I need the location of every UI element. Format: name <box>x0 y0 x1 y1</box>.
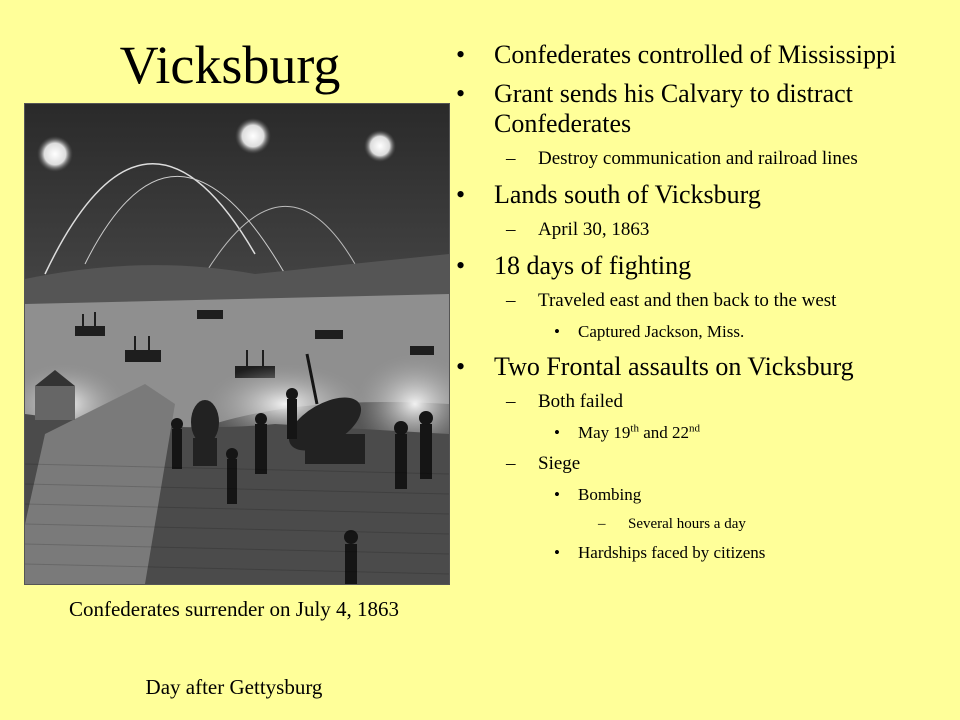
bullet-marker: • <box>456 352 466 381</box>
bullet-list <box>452 40 952 573</box>
dash-marker: – <box>506 290 516 311</box>
bullet-item <box>452 40 952 70</box>
bullet-marker: • <box>554 485 560 504</box>
bullet-marker: • <box>554 543 560 562</box>
ordinal-suffix: nd <box>689 422 701 435</box>
bullet-marker: • <box>456 180 466 209</box>
bullet-text: Grant sends his Calvary to distract Confederates <box>494 79 853 138</box>
sub-sub-bullet-item <box>452 423 952 443</box>
sub-sub-bullet-text: Hardships faced by citizens <box>578 543 766 562</box>
sub-bullet-text: Both failed <box>538 391 623 412</box>
dash-marker: – <box>506 219 516 240</box>
sub-sub-bullet-item <box>452 322 952 342</box>
date-part: May 19 <box>578 423 631 442</box>
sub-bullet-text: April 30, 1863 <box>538 219 650 240</box>
bullet-marker: • <box>554 322 560 341</box>
sub-bullet-item <box>452 219 952 241</box>
bullet-item <box>452 251 952 281</box>
date-part: and 22 <box>638 423 690 442</box>
sub-sub-bullet-text: Captured Jackson, Miss. <box>578 322 745 341</box>
level-4-text: Several hours a day <box>628 516 746 532</box>
bullet-text: Two Frontal assaults on Vicksburg <box>494 352 854 381</box>
sub-sub-bullet-item <box>452 485 952 505</box>
level-4-item <box>452 515 952 533</box>
bullet-marker: • <box>456 79 466 108</box>
ordinal-suffix: th <box>630 422 639 435</box>
dash-marker: – <box>598 516 606 532</box>
bullet-marker: • <box>456 40 466 69</box>
caption-surrender: Confederates surrender on July 4, 1863 <box>68 597 400 621</box>
bullet-marker: • <box>554 423 560 442</box>
slide-title: Vicksburg <box>119 35 341 95</box>
sub-bullet-item <box>452 290 952 312</box>
bullet-text: 18 days of fighting <box>494 251 692 280</box>
bullet-text: Confederates controlled of Mississippi <box>494 40 897 69</box>
sub-bullet-item <box>452 148 952 170</box>
siege-engraving-image <box>24 103 450 585</box>
sub-bullet-text: Destroy communication and railroad lines <box>538 148 858 169</box>
sub-bullet-item <box>452 391 952 413</box>
sub-sub-bullet-item <box>452 543 952 563</box>
bullet-item <box>452 352 952 382</box>
sub-sub-bullet-text <box>578 423 700 442</box>
sub-bullet-text: Traveled east and then back to the west <box>538 290 837 311</box>
dash-marker: – <box>506 453 516 474</box>
sub-bullet-item <box>452 453 952 475</box>
bullet-marker: • <box>456 251 466 280</box>
bullet-item <box>452 180 952 210</box>
dash-marker: – <box>506 148 516 169</box>
dash-marker: – <box>506 391 516 412</box>
sub-bullet-text: Siege <box>538 453 581 474</box>
caption-gettysburg: Day after Gettysburg <box>145 675 323 699</box>
sub-sub-bullet-text: Bombing <box>578 485 642 504</box>
bullet-text: Lands south of Vicksburg <box>494 180 761 209</box>
bullet-item <box>452 79 952 139</box>
